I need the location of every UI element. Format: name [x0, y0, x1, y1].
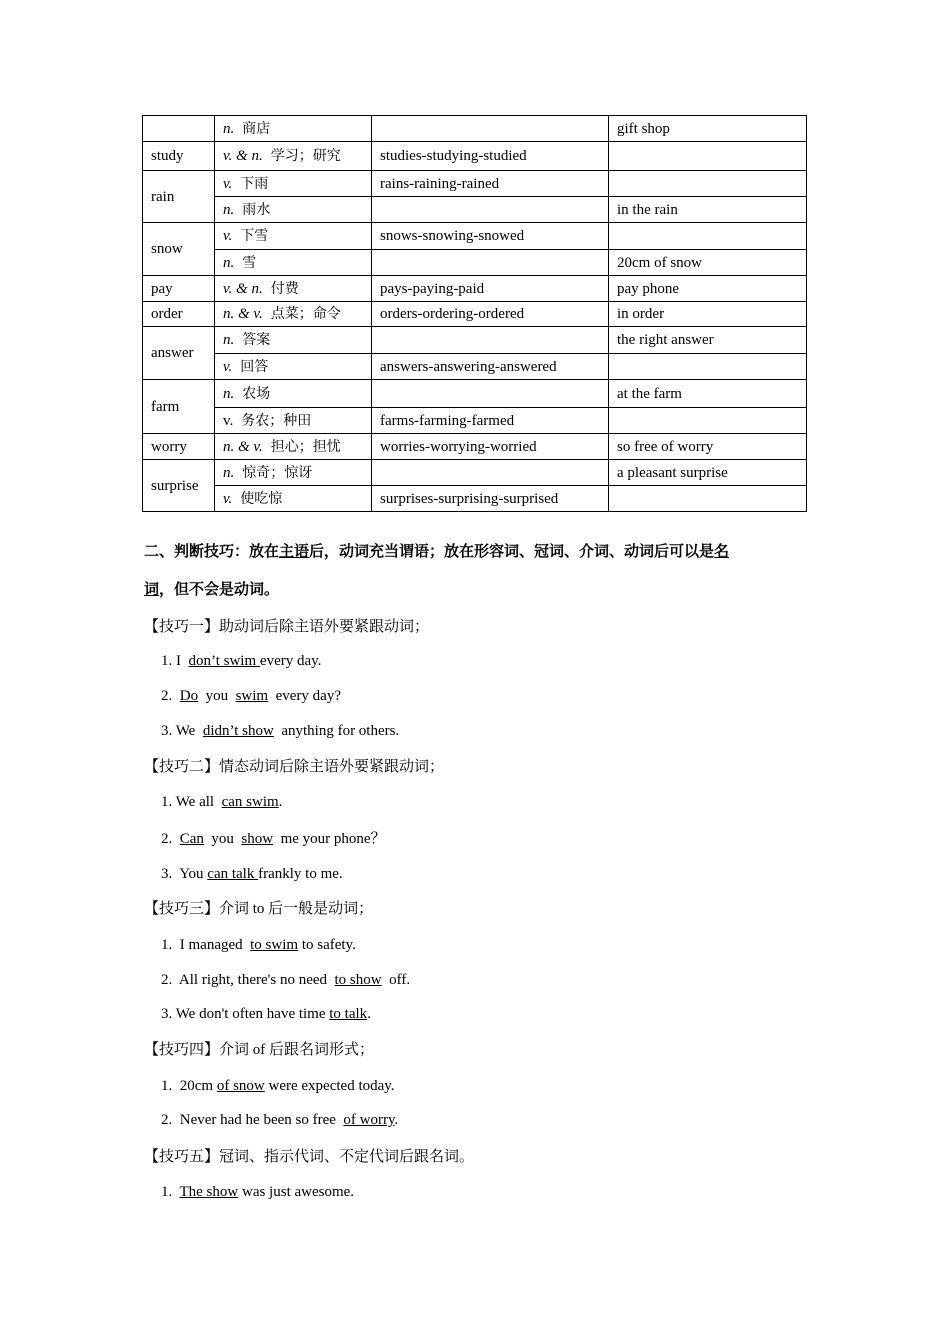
word-cell: order — [143, 302, 215, 327]
example-sentence — [161, 651, 321, 671]
example-sentence — [161, 686, 341, 706]
sentence-text: me your phone？ — [273, 831, 386, 847]
sentence-text: you — [203, 831, 242, 847]
meaning-text: 付费 — [270, 280, 299, 297]
forms-cell: studies-studying-studied — [372, 142, 609, 171]
table-row — [143, 250, 807, 276]
pos-label: v. & n. — [223, 280, 263, 297]
meaning-cell — [215, 197, 372, 223]
sentence-text: 2. Never had he been so free — [161, 1112, 344, 1128]
section-heading-line2 — [144, 579, 810, 599]
word-cell — [143, 116, 215, 142]
tip-title: 【技巧四】介词 of 后跟名词形式； — [144, 1042, 374, 1058]
pos-label: v. — [223, 175, 233, 192]
forms-cell — [372, 116, 609, 142]
answer-blank: to talk — [329, 1006, 368, 1022]
word-cell: rain — [143, 171, 215, 223]
forms-cell: snows-snowing-snowed — [372, 223, 609, 250]
meaning-cell — [215, 354, 372, 380]
pos-label: v. — [223, 490, 233, 507]
pos-label: v. — [223, 228, 233, 244]
phrase-cell: the right answer — [609, 327, 807, 354]
example-sentence — [161, 1182, 354, 1202]
meaning-text: 惊奇；惊讶 — [242, 464, 313, 481]
section-heading — [144, 541, 810, 561]
sentence-text: every day? — [268, 688, 341, 704]
table-row — [143, 142, 807, 171]
meaning-cell — [215, 142, 372, 171]
meaning-cell — [215, 327, 372, 354]
meaning-text: 点菜；命令 — [270, 306, 341, 322]
heading-text: 二、判断技巧：放在 — [144, 542, 280, 560]
sentence-text: 3. We — [161, 723, 203, 739]
forms-cell: farms-farming-farmed — [372, 408, 609, 434]
sentence-text: off. — [381, 972, 411, 988]
answer-blank: don’t swim — [188, 653, 260, 669]
pos-label: n. & v. — [223, 438, 263, 455]
meaning-cell — [215, 171, 372, 197]
pos-label: v. & n. — [223, 148, 263, 164]
forms-cell — [372, 250, 609, 276]
example-sentence — [161, 721, 399, 741]
pos-label: n. — [223, 254, 235, 271]
sentence-text: to safety. — [298, 937, 356, 953]
phrase-cell: gift shop — [609, 116, 807, 142]
word-cell: pay — [143, 276, 215, 302]
sentence-text: was just awesome. — [238, 1184, 355, 1200]
answer-blank: can talk — [207, 866, 259, 882]
example-sentence — [161, 935, 356, 955]
answer-blank: swim — [235, 688, 269, 704]
meaning-cell — [215, 276, 372, 302]
phrase-cell — [609, 354, 807, 380]
table-row — [143, 380, 807, 408]
sentence-text: . — [278, 794, 283, 810]
heading-text: ，但不会是动词。 — [159, 580, 280, 598]
forms-cell — [372, 380, 609, 408]
heading-underlined-text: 主语 — [279, 542, 310, 560]
word-cell: farm — [143, 380, 215, 434]
table-row — [143, 197, 807, 223]
table-row — [143, 302, 807, 327]
table-row — [143, 354, 807, 380]
phrase-cell: in order — [609, 302, 807, 327]
meaning-cell — [215, 460, 372, 486]
heading-text: 后，动词充当谓语；放在形容词、冠词、介词、动词后可以是 — [309, 542, 715, 560]
word-cell: snow — [143, 223, 215, 276]
sentence-text: 2. All right, there's no need — [161, 972, 335, 988]
word-cell: study — [143, 142, 215, 171]
sentence-text: 1. We all — [161, 794, 222, 810]
word-cell: answer — [143, 327, 215, 380]
phrase-cell — [609, 142, 807, 171]
sentence-text: 2. — [161, 688, 180, 704]
pos-label: v. — [223, 358, 233, 375]
meaning-text: 使吃惊 — [240, 490, 283, 507]
tip-title: 【技巧一】助动词后除主语外要紧跟动词； — [144, 619, 430, 635]
example-sentence — [161, 970, 410, 990]
forms-cell: worries-worrying-worried — [372, 434, 609, 460]
answer-blank: Can — [179, 831, 204, 847]
sentence-text: every day. — [259, 653, 322, 669]
forms-cell: pays-paying-paid — [372, 276, 609, 302]
meaning-cell — [215, 434, 372, 460]
phrase-cell: 20cm of snow — [609, 250, 807, 276]
pos-label: n. — [223, 385, 235, 402]
pos-label: v. — [223, 412, 234, 429]
phrase-cell — [609, 223, 807, 250]
table-row — [143, 223, 807, 250]
vocabulary-table — [142, 115, 807, 512]
pos-label: n. & v. — [223, 306, 263, 322]
example-sentence — [161, 829, 386, 849]
tip-title: 【技巧五】冠词、指示代词、不定代词后跟名词。 — [144, 1149, 475, 1165]
answer-blank: of worry — [343, 1112, 395, 1128]
sentence-text: you — [198, 688, 236, 704]
phrase-cell: pay phone — [609, 276, 807, 302]
phrase-cell — [609, 486, 807, 512]
answer-blank: didn’t show — [202, 723, 274, 739]
word-cell: worry — [143, 434, 215, 460]
meaning-text: 务农；种田 — [241, 412, 312, 429]
pos-label: n. — [223, 332, 235, 348]
sentence-text: 1. I — [161, 653, 189, 669]
example-sentence — [161, 792, 282, 812]
table-row — [143, 434, 807, 460]
forms-cell: orders-ordering-ordered — [372, 302, 609, 327]
meaning-cell — [215, 302, 372, 327]
meaning-text: 下雪 — [240, 228, 269, 244]
answer-blank: The show — [179, 1184, 239, 1200]
meaning-text: 雨水 — [242, 201, 271, 218]
meaning-text: 商店 — [242, 120, 271, 137]
meaning-text: 学习；研究 — [270, 148, 341, 164]
answer-blank: Do — [179, 688, 199, 704]
meaning-cell — [215, 486, 372, 512]
answer-blank: of snow — [216, 1078, 265, 1094]
heading-underlined-text: 词 — [144, 580, 160, 598]
table-row — [143, 171, 807, 197]
sentence-text: 3. We don't often have time — [161, 1006, 330, 1022]
sentence-text: 1. 20cm — [161, 1078, 217, 1094]
pos-label: n. — [223, 120, 235, 137]
forms-cell — [372, 460, 609, 486]
table-row — [143, 327, 807, 354]
phrase-cell: at the farm — [609, 380, 807, 408]
phrase-cell: so free of worry — [609, 434, 807, 460]
sentence-text: frankly to me. — [258, 866, 343, 882]
table-row — [143, 408, 807, 434]
example-sentence — [161, 864, 343, 884]
phrase-cell: in the rain — [609, 197, 807, 223]
table-row — [143, 460, 807, 486]
answer-blank: show — [241, 831, 274, 847]
pos-label: n. — [223, 464, 235, 481]
sentence-text: 1. — [161, 1184, 180, 1200]
example-sentence — [161, 1110, 398, 1130]
sentence-text: anything for others. — [273, 723, 400, 739]
example-sentence — [161, 1076, 395, 1096]
phrase-cell — [609, 171, 807, 197]
meaning-text: 下雨 — [240, 175, 269, 192]
sentence-text: . — [367, 1006, 371, 1022]
table-row — [143, 116, 807, 142]
meaning-text: 农场 — [242, 385, 271, 402]
answer-blank: to swim — [250, 937, 299, 953]
sentence-text: . — [394, 1112, 399, 1128]
answer-blank: can swim — [221, 794, 279, 810]
meaning-text: 担心；担忧 — [270, 438, 341, 455]
tip-title: 【技巧二】情态动词后除主语外要紧跟动词； — [144, 759, 445, 775]
meaning-cell — [215, 116, 372, 142]
forms-cell — [372, 327, 609, 354]
sentence-text: 2. — [161, 831, 180, 847]
example-sentence — [161, 1004, 371, 1024]
meaning-cell — [215, 223, 372, 250]
sentence-text: 1. I managed — [161, 937, 251, 953]
table-row — [143, 276, 807, 302]
pos-label: n. — [223, 201, 235, 218]
forms-cell — [372, 197, 609, 223]
tip-title: 【技巧三】介词 to 后一般是动词； — [144, 901, 374, 917]
heading-underlined-text: 名 — [714, 542, 730, 560]
sentence-text: 3. You — [161, 866, 208, 882]
word-cell: surprise — [143, 460, 215, 512]
table-row — [143, 486, 807, 512]
phrase-cell — [609, 408, 807, 434]
answer-blank: to show — [334, 972, 382, 988]
meaning-text: 回答 — [240, 358, 269, 375]
forms-cell: surprises-surprising-surprised — [372, 486, 609, 512]
phrase-cell: a pleasant surprise — [609, 460, 807, 486]
meaning-text: 雪 — [242, 254, 257, 271]
meaning-text: 答案 — [242, 332, 271, 348]
forms-cell: rains-raining-rained — [372, 171, 609, 197]
meaning-cell — [215, 408, 372, 434]
meaning-cell — [215, 250, 372, 276]
meaning-cell — [215, 380, 372, 408]
sentence-text: were expected today. — [264, 1078, 395, 1094]
forms-cell: answers-answering-answered — [372, 354, 609, 380]
